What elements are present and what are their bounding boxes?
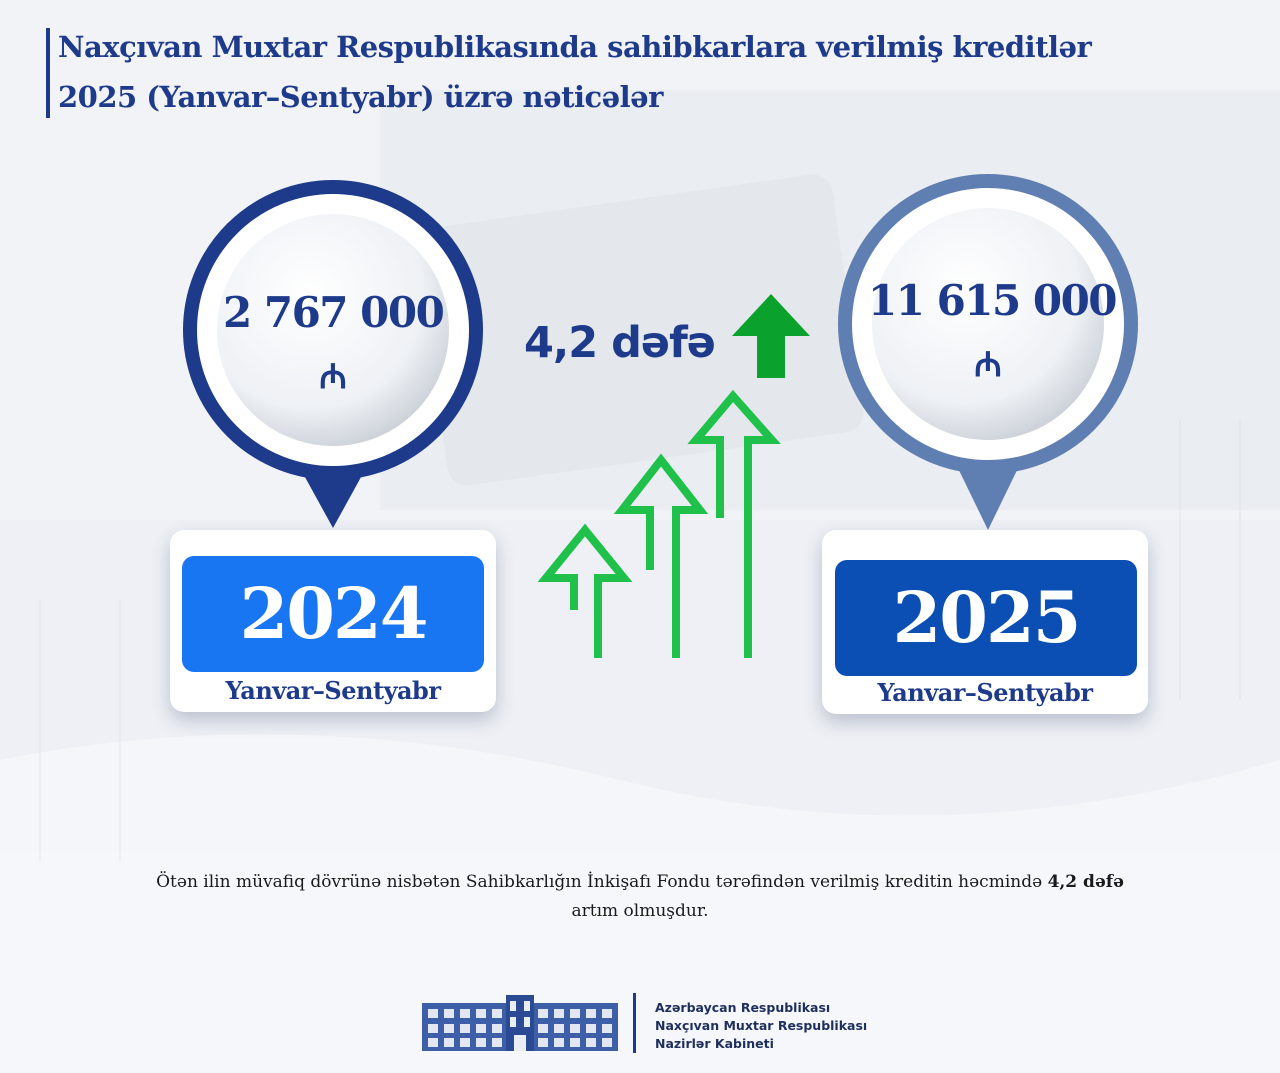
year-card-2024 <box>170 530 496 712</box>
footer-divider <box>633 993 636 1053</box>
period-label-2025: Yanvar–Sentyabr <box>877 678 1093 707</box>
page-title-line-1: Naxçıvan Muxtar Respublikasında sahibkarlara verilmiş kreditlər <box>58 30 1092 64</box>
growth-ratio: 4,2 dəfə <box>524 318 715 368</box>
manat-icon: ₼ <box>974 345 1002 385</box>
summary-note-text: Ötən ilin müvafiq dövrünə nisbətən Sahibkarlığın İnkişafı Fondu tərəfindən verilmiş kreditin həcmində <box>156 872 1048 892</box>
year-badge-2024: 2024 <box>182 556 484 672</box>
page-title-line-2: 2025 (Yanvar–Sentyabr) üzrə nəticələr <box>58 80 663 114</box>
year-badge-2025: 2025 <box>835 560 1137 676</box>
org-line-2: Naxçıvan Muxtar Respublikası <box>655 1018 868 1033</box>
period-label-2024: Yanvar–Sentyabr <box>225 676 441 705</box>
title-accent-bar <box>46 28 50 118</box>
org-line-1: Azərbaycan Respublikası <box>655 1000 831 1015</box>
year-card-2025 <box>822 530 1148 714</box>
org-line-3: Nazirlər Kabineti <box>655 1036 774 1051</box>
government-building-logo <box>422 995 618 1053</box>
manat-icon: ₼ <box>319 357 347 397</box>
summary-note-highlight: 4,2 dəfə <box>1047 872 1124 892</box>
amount-2025: 11 615 000 <box>868 276 1117 325</box>
amount-2024: 2 767 000 <box>223 288 444 337</box>
summary-note-line-2: artım olmuşdur. <box>571 901 709 921</box>
summary-note-line-1 <box>70 872 1210 892</box>
